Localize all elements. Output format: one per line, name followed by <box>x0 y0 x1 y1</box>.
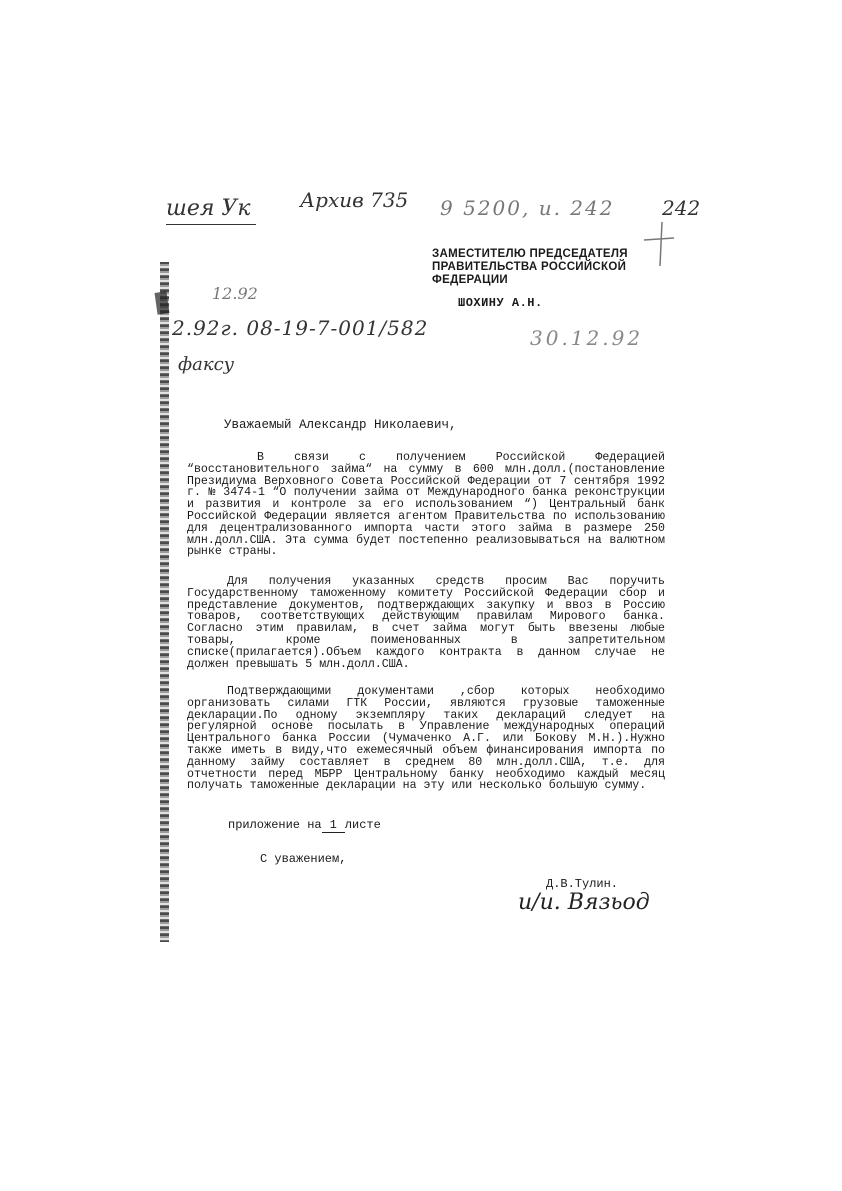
handwritten-reference-note: 9 5200, и. 242 <box>440 196 615 220</box>
attachment-prefix: приложение на <box>228 818 322 832</box>
closing-phrase: С уважением, <box>260 852 347 866</box>
addressee-line: ЗАМЕСТИТЕЛЮ ПРЕДСЕДАТЕЛЯ <box>432 248 628 260</box>
body-paragraph <box>187 686 665 792</box>
handwritten-fax-note: факсу <box>178 354 235 375</box>
body-paragraph <box>187 452 665 558</box>
handwritten-date-note: 12.92 <box>212 284 258 303</box>
handwritten-signature: и/и. Вязьод <box>518 890 650 915</box>
attachment-suffix: листе <box>344 818 381 832</box>
handwritten-page-number: 242 <box>662 196 701 220</box>
salutation: Уважаемый Александр Николаевич, <box>224 418 457 432</box>
addressee-block <box>432 248 672 287</box>
handwritten-archive-note: Архив 735 <box>300 188 409 212</box>
signer-name: Д.В.Тулин. <box>546 877 619 891</box>
paragraph-text: Для получения указанных средств просим Вас поручить Государственному таможенному комитету Российской Федерации сбор и представление документов, подтверждающих закупку и ввоз в Россию товаров, соответствующих действующим правилам Мирового банка. Согласно этим правилам, в счет займа могут быть ввезены любые товары, кроме поименованных в запретительном списке(прилагается).Объем каждого контракта в данном случае не должен превышать 5 млн.долл.США. <box>187 575 665 671</box>
attachment-count: 1 <box>322 818 345 833</box>
handwritten-receipt-date: 30.12.92 <box>530 326 644 350</box>
paragraph-text: Подтверждающими документами ,сбор которых необходимо организовать силами ГТК России, являются грузовые таможенные декларации.По одному экземпляру таких деклараций следует на регулярной основе посылать в Управление международных операций Центрального банка России (Чумаченко А.Г. или Бокову М.Н.).Нужно также иметь в виду,что ежемесячный объем финансирования импорта по данному займу составляет в среднем 80 млн.долл.США, т.е. для отчетности перед МБРР Центральному банку необходимо каждый месяц получать таможенные декларации на эту или несколько большую сумму. <box>187 685 665 793</box>
addressee-line: ФЕДЕРАЦИИ <box>432 274 508 286</box>
handwritten-note: шея Ук <box>166 196 251 221</box>
addressee-name: ШОХИНУ А.Н. <box>458 296 543 310</box>
handwritten-underline <box>166 224 256 225</box>
attachment-note <box>228 818 381 833</box>
body-paragraph <box>187 576 665 670</box>
paragraph-text: В связи с получением Российской Федерацией “восстановительного займа“ на сумму в 600 млн.долл.(постановление Президиума Верховного Совета Российской Федерации от 7 сентября 1992 г. № 3474-1 “О получении займа от Международного банка реконструкции и развития и контроле за его использованием “) Центральный банк Российской Федерации является агентом Правительства по использованию для децентрализованного импорта части этого займа в размере 250 млн.долл.США. Эта сумма будет постепенно реализовываться на валютном рынке страны. <box>187 451 665 559</box>
scan-binding-edge <box>160 262 169 942</box>
addressee-line: ПРАВИТЕЛЬСТВА РОССИЙСКОЙ <box>432 261 627 273</box>
handwritten-registration-number: 2.92г. 08-19-7-001/582 <box>172 316 429 340</box>
